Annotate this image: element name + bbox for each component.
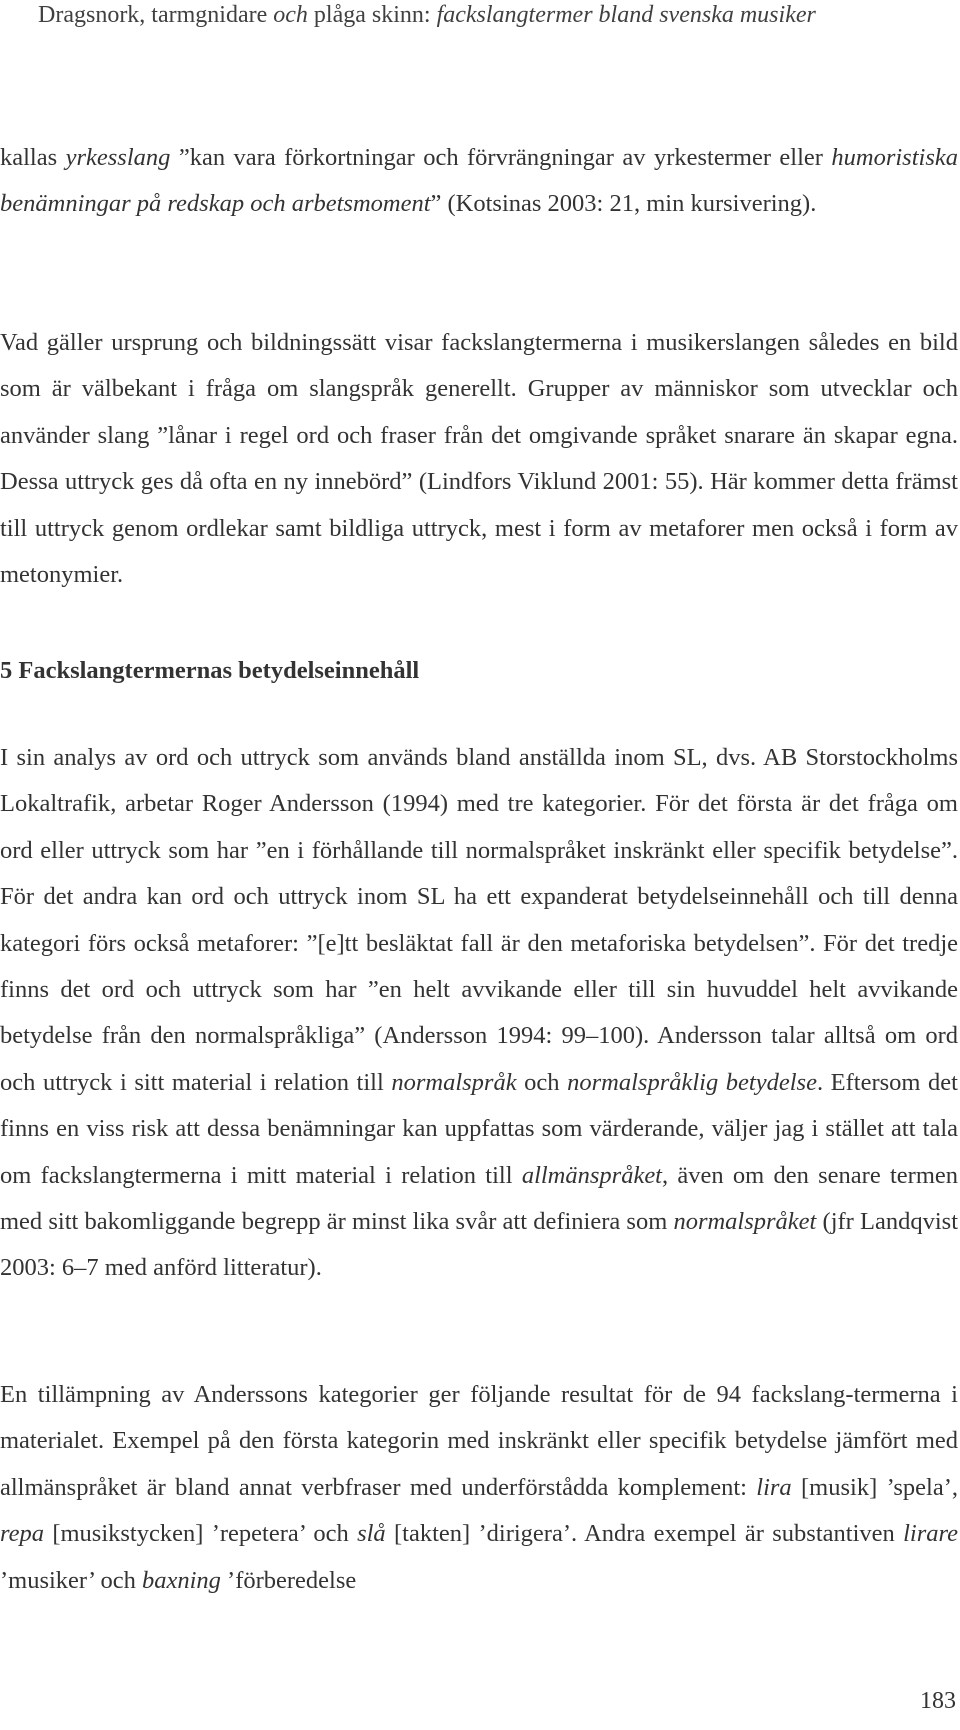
text-run: ’förberedelse [220,1566,357,1594]
italic-term: lirare [903,1520,958,1548]
text-run: ” (Kotsinas 2003: 21, min kursivering). [430,190,817,218]
page-number: 183 [920,1688,956,1714]
text-run: ’musiker’ och [0,1566,142,1594]
text-run: [musikstycken] ’repetera’ och [44,1520,358,1548]
text-run: I sin analys av ord och uttryck som används bland anställda inom SL, dvs. AB Storstockholms Lokaltrafik, arbetar Roger Andersson (1994) med tre kategorier. För det första är det fråga om ord eller uttryck som har ”en i förhållande till normalspråket inskränkt eller specifik betydelse”. För det andra kan ord och uttryck inom SL ha ett expanderat betydelseinnehåll och till denna kategori förs också metaforer: ”[e]tt besläktat fall är den metaforiska betydelsen”. För det tredje finns det ord och uttryck som har ”en helt avvikande eller till sin huvuddel helt avvikande betydelse från den normalspråkliga” (Andersson 1994: 99–100). Andersson talar alltså om ord och uttryck i sitt material i relation till [0,744,958,1096]
text-run: En tillämpning av Anderssons kategorier ger följande resultat för de 94 fackslang-termerna i materialet. Exempel på den första kategorin med inskränkt eller specifik betydelse jämfört med allmänspråket är bland annat verbfraser med underförstådda komplement: [0,1381,958,1501]
text-run: ”kan vara förkortningar och förvrängningar av yrkestermer eller [170,144,832,171]
text-run: och [516,1068,568,1096]
header-title-prefix: Dragsnork, tarmgnidare [38,2,274,28]
text-run: [musik] ’spela’, [791,1473,958,1501]
text-run: (jfr Landqvist 2003: 6–7 med anförd litteratur). [0,1208,958,1282]
italic-quote: humoristiska benämningar på redskap och arbetsmoment [0,144,958,218]
header-title-och: och [273,2,308,28]
italic-term: slå [357,1520,386,1548]
italic-term: normalspråk [391,1068,517,1096]
paragraph-3 [0,735,958,1292]
text-run: , även om den senare termen med sitt bakomliggande begrepp är minst lika svår att definiera som [0,1161,958,1236]
header-title-mid: plåga skinn: [307,2,437,28]
italic-term: repa [0,1520,44,1548]
section-heading: 5 Fackslangtermernas betydelseinnehåll [0,657,420,684]
italic-term: normalspråket [673,1208,817,1236]
italic-term: yrkesslang [65,144,171,171]
italic-term: lira [756,1473,792,1501]
text-run: . Eftersom det finns en viss risk att dessa benämningar kan uppfattas som värderande, väljer jag i stället att tala om fackslangtermerna i mitt material i relation till [0,1068,958,1189]
paragraph-2 [0,320,958,598]
italic-term: normalspråklig betydelse [567,1068,817,1096]
text-run: [takten] ’dirigera’. Andra exempel är substantiven [385,1520,904,1548]
header-title-italic: fackslangtermer bland svenska musiker [436,2,816,28]
italic-term: allmänspråket [521,1161,662,1189]
italic-term: baxning [141,1566,221,1594]
paragraph-2-text: Vad gäller ursprung och bildningssätt visar fackslangtermerna i musikerslangen således en bild som är välbekant i fråga om slangspråk generellt. Grupper av människor som utvecklar och använder slang ”lånar i regel ord och fraser från det omgivande språket snarare än skapar egna. Dessa uttryck ges då ofta en ny innebörd” (Lindfors Viklund 2001: 55). Här kommer detta främst till uttryck genom ordlekar samt bildliga uttryck, mest i form av metaforer men också i form av metonymier. [0,329,958,589]
paragraph-4 [0,1372,958,1604]
paragraph-1 [0,135,958,228]
text-run: kallas [0,144,66,171]
running-header [38,0,938,30]
